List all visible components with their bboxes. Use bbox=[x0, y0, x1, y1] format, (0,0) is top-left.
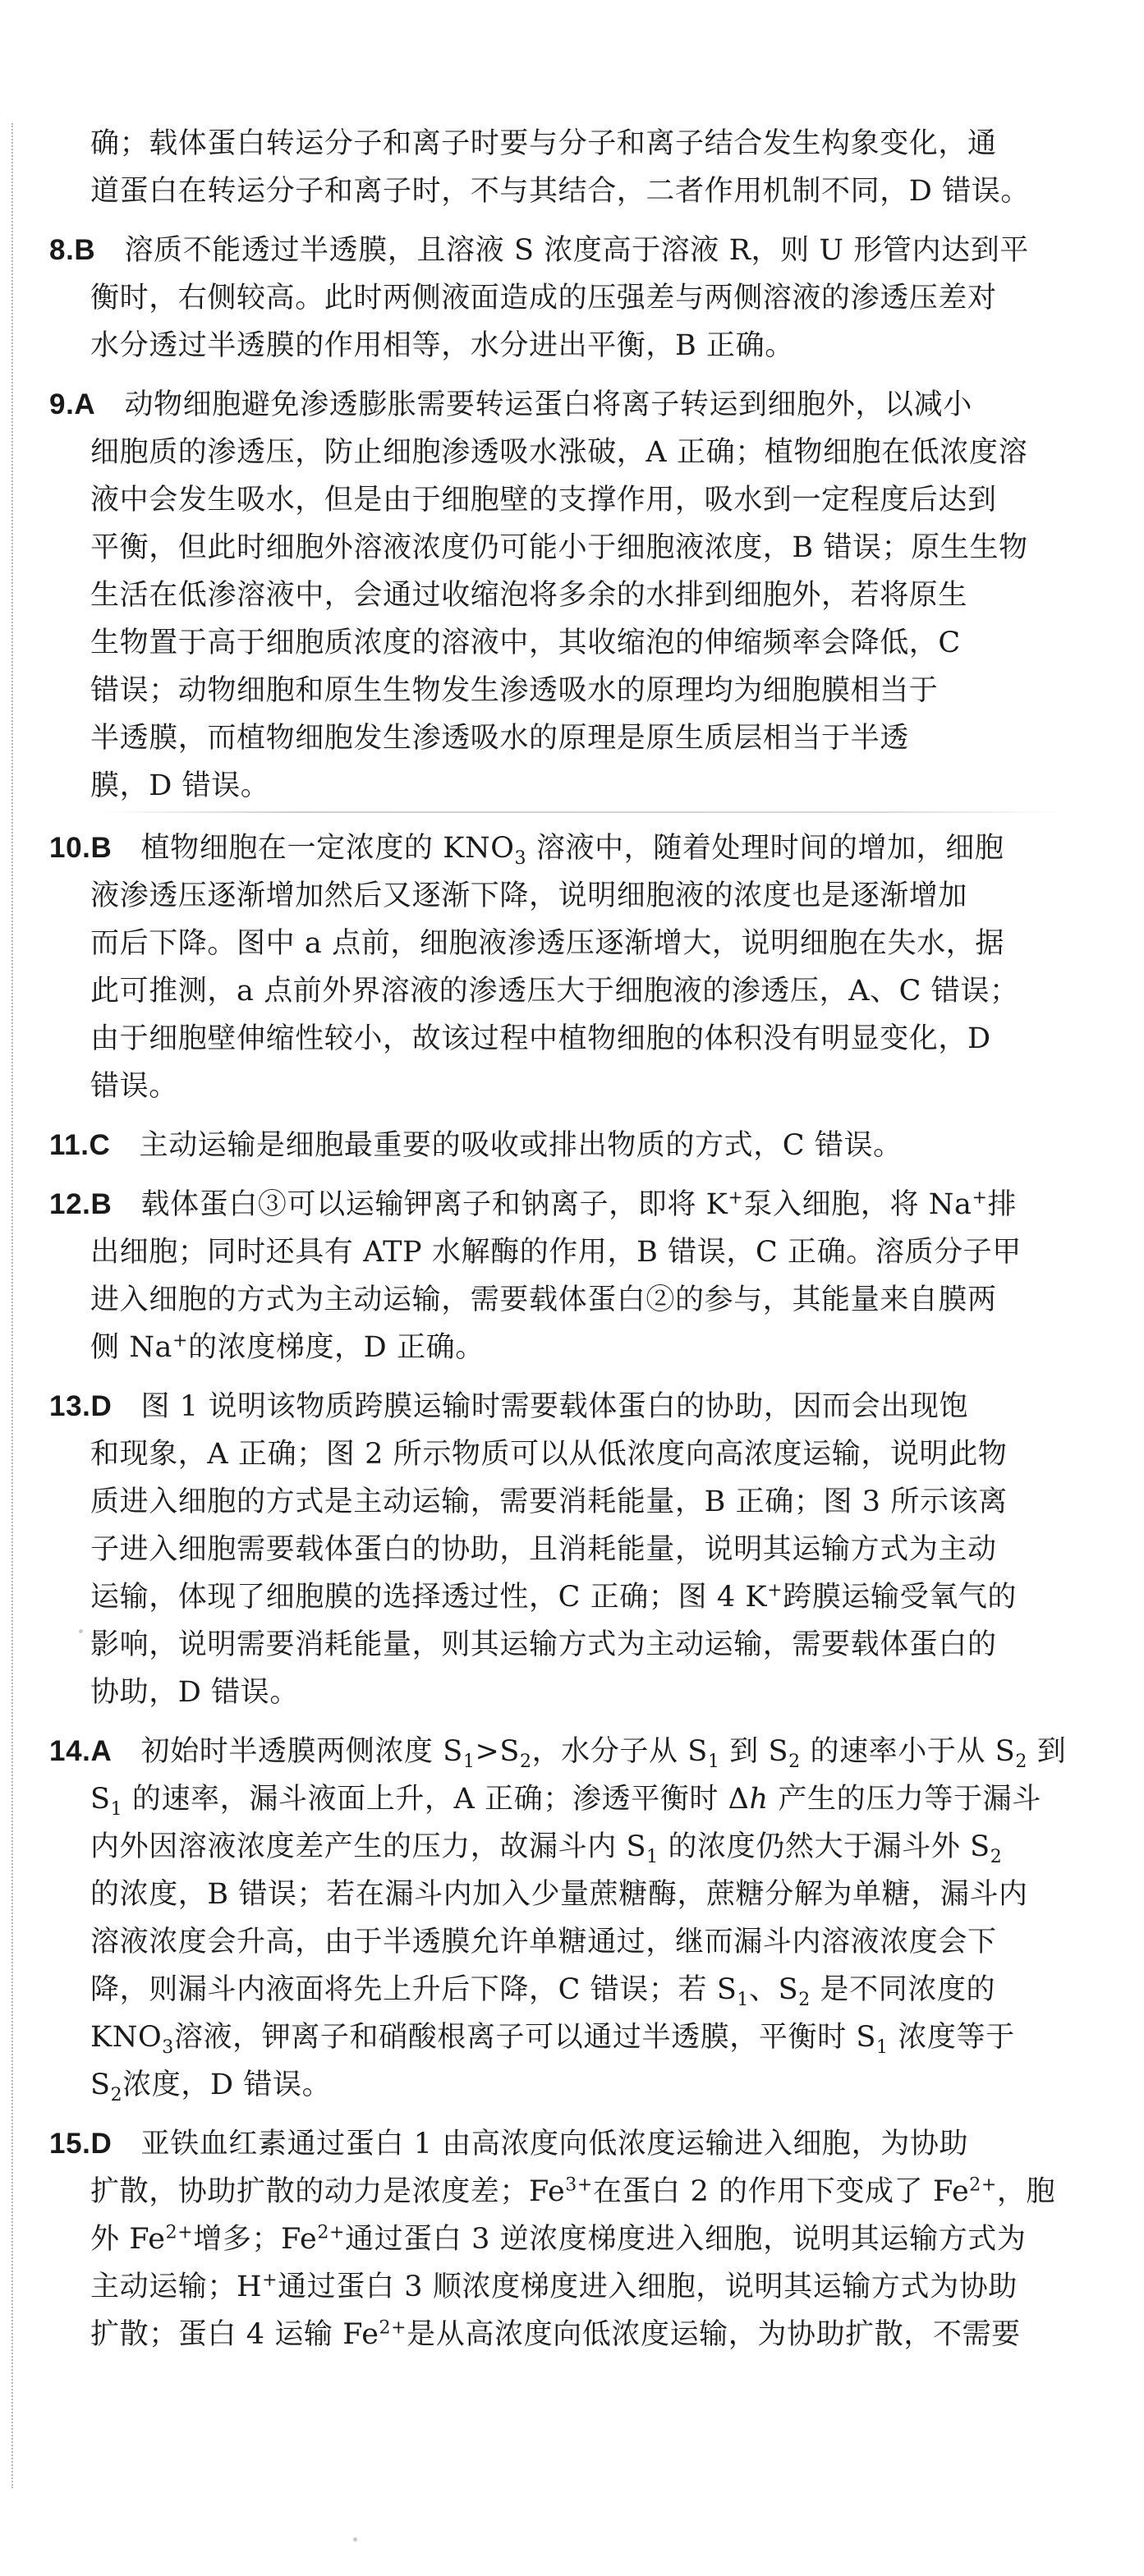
answer-item-9 bbox=[49, 381, 1084, 813]
text-line bbox=[49, 2061, 1084, 2109]
text-segment: 载体蛋白③可以运输钾离子和钠离子，即将 K bbox=[140, 1188, 728, 1221]
subscript: 2 bbox=[788, 1752, 801, 1772]
text-line: 出细胞；同时还具有 ATP 水解酶的作用，B 错误，C 正确。溶质分子甲 bbox=[90, 1236, 1022, 1269]
answer-item-15 bbox=[49, 2120, 1084, 2358]
text-segment: 外 Fe bbox=[90, 2223, 166, 2256]
text-line: 衡时，右侧较高。此时两侧液面造成的压强差与两侧溶液的渗透压差对 bbox=[90, 282, 997, 315]
text-segment: 扩散，协助扩散的动力是浓度差；Fe bbox=[90, 2175, 566, 2208]
subscript: 2 bbox=[519, 1752, 532, 1772]
text-line: 溶液浓度会升高，由于半透膜允许单糖通过，继而漏斗内溶液浓度会下 bbox=[90, 1926, 997, 1958]
text-line: 质进入细胞的方式是主动运输，需要消耗能量，B 正确；图 3 所示该离 bbox=[90, 1485, 1008, 1518]
subscript: 2 bbox=[110, 2085, 123, 2105]
text-segment: 的速率，漏斗液面上升，A 正确；渗透平衡时 Δ bbox=[122, 1783, 750, 1816]
text-line bbox=[49, 2168, 1084, 2216]
text-line bbox=[49, 2216, 1084, 2263]
text-line: 细胞质的渗透压，防止细胞渗透吸水涨破，A 正确；植物细胞在低浓度溶 bbox=[90, 436, 1028, 469]
text-segment: 的速率小于从 S bbox=[800, 1735, 1016, 1768]
scan-speck bbox=[353, 2537, 357, 2542]
text-segment: 通过蛋白 3 顺浓度梯度进入细胞，说明其运输方式为协助 bbox=[278, 2271, 1018, 2303]
text-line: 液中会发生吸水，但是由于细胞壁的支撑作用，吸水到一定程度后达到 bbox=[90, 484, 997, 517]
text-line: 动物细胞避免渗透膨胀需要转运蛋白将离子转运到细胞外，以减小 bbox=[124, 388, 972, 421]
text-line: 错误；动物细胞和原生生物发生渗透吸水的原理均为细胞膜相当于 bbox=[90, 674, 939, 707]
text-segment: 在蛋白 2 的作用下变成了 Fe bbox=[592, 2175, 970, 2208]
answer-item-8 bbox=[49, 227, 1084, 370]
continued-paragraph bbox=[90, 120, 1084, 215]
text-line bbox=[49, 1966, 1084, 2014]
text-segment: 增多；Fe bbox=[193, 2223, 318, 2256]
text-line: 和现象，A 正确；图 2 所示物质可以从低浓度向高浓度运输，说明此物 bbox=[90, 1438, 1008, 1471]
text-line: 水分透过半透膜的作用相等，水分进出平衡，B 正确。 bbox=[90, 329, 794, 362]
text-segment: S bbox=[90, 1783, 111, 1816]
subscript: 1 bbox=[110, 1799, 123, 1820]
superscript: + bbox=[262, 2270, 278, 2291]
text-segment: 通过蛋白 3 逆浓度梯度进入细胞，说明其运输方式为 bbox=[344, 2223, 1027, 2256]
text-line: 道蛋白在转运分子和离子时，不与其结合，二者作用机制不同，D 错误。 bbox=[90, 175, 1030, 208]
text-segment: >S bbox=[475, 1735, 520, 1768]
answer-number: 9.A bbox=[49, 388, 96, 420]
scan-divider-line bbox=[99, 811, 1068, 813]
text-segment: 浓度，D 错误。 bbox=[122, 2069, 332, 2101]
text-line: 平衡，但此时细胞外溶液浓度仍可能小于细胞液浓度，B 错误；原生生物 bbox=[90, 531, 1028, 564]
text-line: 错误。 bbox=[90, 1070, 178, 1103]
text-line bbox=[49, 1324, 1084, 1371]
text-line bbox=[49, 1573, 1084, 1621]
text-line bbox=[49, 2263, 1084, 2311]
text-line: 生物置于高于细胞质浓度的溶液中，其收缩泡的伸缩频率会降低，C bbox=[90, 627, 961, 659]
superscript: + bbox=[972, 1187, 988, 1209]
text-line: 而后下降。图中 a 点前，细胞液渗透压逐渐增大，说明细胞在失水，据 bbox=[90, 927, 1004, 960]
superscript: 2+ bbox=[969, 2174, 997, 2196]
text-line: 此可推测，a 点前外界溶液的渗透压大于细胞液的渗透压，A、C 错误； bbox=[90, 975, 1019, 1008]
text-segment: 泵入细胞，将 Na bbox=[743, 1188, 972, 1221]
answer-item-11 bbox=[49, 1122, 1084, 1169]
superscript: 2+ bbox=[165, 2222, 194, 2243]
text-line: 主动运输是细胞最重要的吸收或排出物质的方式，C 错误。 bbox=[139, 1129, 903, 1162]
superscript: + bbox=[767, 1580, 783, 1601]
text-segment: 主动运输；H bbox=[90, 2271, 263, 2303]
answer-number: 12.B bbox=[49, 1188, 113, 1220]
subscript: 1 bbox=[462, 1752, 476, 1772]
text-line: 协助，D 错误。 bbox=[90, 1676, 299, 1709]
text-line: 亚铁血红素通过蛋白 1 由高浓度向低浓度运输进入细胞，为协助 bbox=[140, 2128, 969, 2160]
superscript: + bbox=[172, 1330, 189, 1352]
text-line: 液渗透压逐渐增加然后又逐渐下降，说明细胞液的浓度也是逐渐增加 bbox=[90, 879, 968, 912]
answer-number: 11.C bbox=[49, 1129, 111, 1161]
text-line: 子进入细胞需要载体蛋白的协助，且消耗能量，说明其运输方式为主动 bbox=[90, 1533, 997, 1566]
subscript: 2 bbox=[798, 1990, 811, 2010]
text-segment: 到 bbox=[1027, 1735, 1067, 1768]
text-line: 半透膜，而植物细胞发生渗透吸水的原理是原生质层相当于半透 bbox=[90, 722, 909, 755]
text-segment: 的浓度梯度，D 正确。 bbox=[188, 1331, 485, 1364]
superscript: 3+ bbox=[565, 2174, 593, 2196]
subscript: 3 bbox=[514, 848, 527, 869]
answer-item-12 bbox=[49, 1181, 1084, 1371]
subscript: 2 bbox=[990, 1847, 1003, 1867]
text-segment: 植物细胞在一定浓度的 KNO bbox=[140, 832, 515, 865]
subscript: 1 bbox=[646, 1847, 659, 1867]
text-segment: 扩散；蛋白 4 运输 Fe bbox=[90, 2318, 379, 2351]
answer-number: 14.A bbox=[49, 1735, 113, 1767]
text-segment: 排 bbox=[987, 1188, 1018, 1221]
text-segment: 溶液中，随着处理时间的增加，细胞 bbox=[526, 832, 1004, 865]
text-line bbox=[49, 1823, 1084, 1871]
text-segment: 产生的压力等于漏斗 bbox=[768, 1783, 1041, 1816]
text-line: 影响，说明需要消耗能量，则其运输方式为主动运输，需要载体蛋白的 bbox=[90, 1628, 997, 1661]
superscript: 2+ bbox=[317, 2222, 345, 2243]
answer-number: 10.B bbox=[49, 832, 113, 864]
superscript: + bbox=[728, 1187, 744, 1209]
margin-dotted-line bbox=[11, 123, 13, 2488]
answer-number: 15.D bbox=[49, 2128, 113, 2160]
text-segment: 、S bbox=[749, 1973, 799, 2006]
subscript: 1 bbox=[737, 1990, 750, 2010]
text-segment: 运输，体现了细胞膜的选择透过性，C 正确；图 4 K bbox=[90, 1581, 768, 1614]
text-segment: 是从高浓度向低浓度运输，为协助扩散，不需要 bbox=[407, 2318, 1021, 2351]
subscript: 1 bbox=[876, 2037, 889, 2058]
text-line: 生活在低渗溶液中，会通过收缩泡将多余的水排到细胞外，若将原生 bbox=[90, 579, 968, 612]
text-segment: 浓度等于 bbox=[888, 2021, 1015, 2054]
superscript: 2+ bbox=[379, 2317, 407, 2339]
text-line: 由于细胞壁伸缩性较小，故该过程中植物细胞的体积没有明显变化，D bbox=[90, 1022, 991, 1055]
italic-variable: h bbox=[749, 1783, 769, 1816]
text-segment: ，胞 bbox=[996, 2175, 1056, 2208]
answer-number: 8.B bbox=[49, 234, 96, 266]
text-line bbox=[49, 1775, 1084, 1823]
answer-item-14 bbox=[49, 1728, 1084, 2109]
text-line: 膜，D 错误。 bbox=[90, 769, 270, 802]
text-segment: 跨膜运输受氧气的 bbox=[783, 1581, 1018, 1614]
text-line: 确；载体蛋白转运分子和离子时要与分子和离子结合发生构象变化，通 bbox=[90, 127, 997, 160]
text-line: 溶质不能透过半透膜，且溶液 S 浓度高于溶液 R，则 U 形管内达到平 bbox=[124, 234, 1029, 267]
text-segment: 是不同浓度的 bbox=[810, 1973, 996, 2006]
text-segment: S bbox=[90, 2069, 111, 2101]
subscript: 1 bbox=[707, 1752, 720, 1772]
text-segment: 降，则漏斗内液面将先上升后下降，C 错误；若 S bbox=[90, 1973, 737, 2006]
answer-number: 13.D bbox=[49, 1390, 113, 1422]
subscript: 2 bbox=[1015, 1752, 1027, 1772]
text-line: 的浓度，B 错误；若在漏斗内加入少量蔗糖酶，蔗糖分解为单糖，漏斗内 bbox=[90, 1878, 1028, 1911]
text-segment: 初始时半透膜两侧浓度 S bbox=[140, 1735, 463, 1768]
answer-item-13 bbox=[49, 1383, 1084, 1716]
text-segment: ，水分子从 S bbox=[531, 1735, 708, 1768]
text-segment: KNO bbox=[90, 2021, 163, 2054]
text-segment: 的浓度仍然大于漏斗外 S bbox=[658, 1830, 990, 1863]
text-segment: 溶液，钾离子和硝酸根离子可以通过半透膜，平衡时 S bbox=[173, 2021, 876, 2054]
text-line bbox=[49, 2311, 1084, 2358]
text-line: 进入细胞的方式为主动运输，需要载体蛋白②的参与，其能量来自膜两 bbox=[90, 1283, 997, 1316]
text-segment: 内外因溶液浓度差产生的压力，故漏斗内 S bbox=[90, 1830, 647, 1863]
text-segment: 到 S bbox=[719, 1735, 789, 1768]
subscript: 3 bbox=[162, 2037, 174, 2058]
answer-content bbox=[49, 120, 1084, 2358]
text-line bbox=[49, 2014, 1084, 2061]
answer-item-10 bbox=[49, 824, 1084, 1110]
text-line: 图 1 说明该物质跨膜运输时需要载体蛋白的协助，因而会出现饱 bbox=[140, 1390, 969, 1423]
text-segment: 侧 Na bbox=[90, 1331, 173, 1364]
